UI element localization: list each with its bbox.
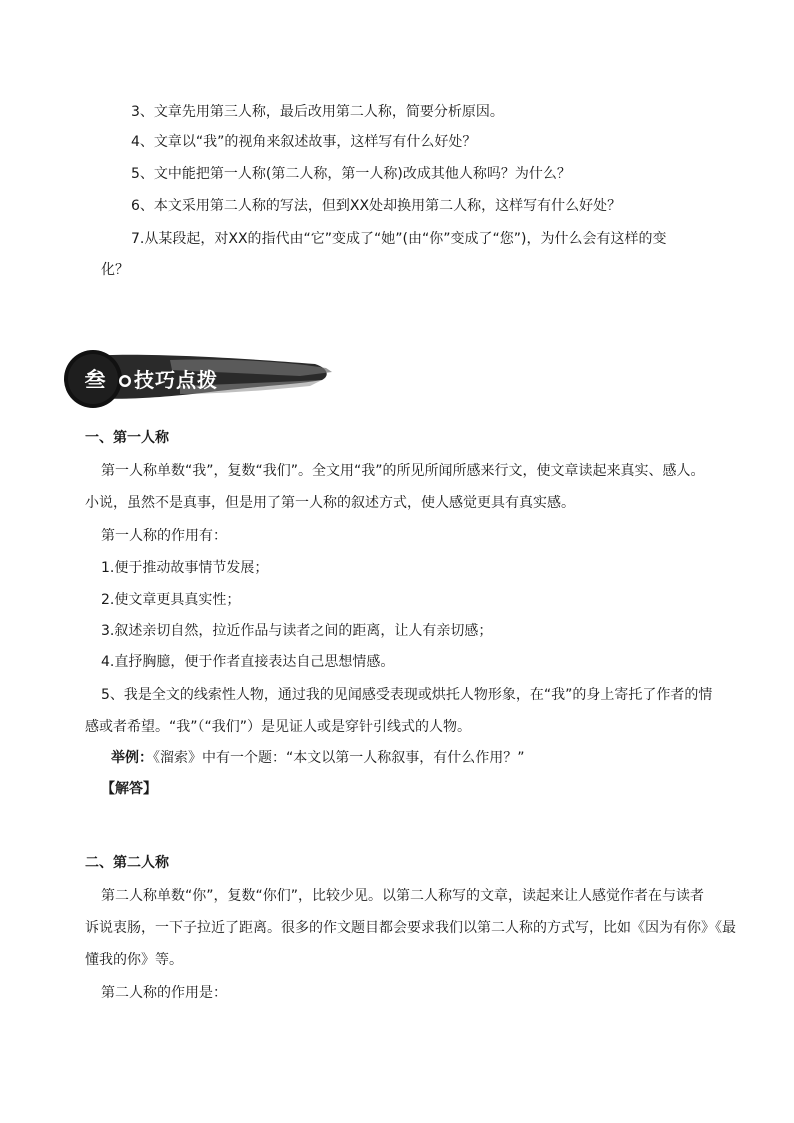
question-7-continued: 化？ — [101, 262, 129, 278]
section1-paragraph-line: 小说，虽然不是真事，但是用了第一人称的叙述方式，使人感觉更具有真实感。 — [85, 495, 575, 511]
section-title: 技巧点拨 — [134, 368, 218, 392]
section1-heading: 一、第一人称 — [85, 430, 169, 446]
section2-paragraph-line: 诉说衷肠，一下子拉近了距离。很多的作文题目都会要求我们以第二人称的方式写，比如《因为有你》《最 — [85, 920, 736, 936]
answer-label: 【解答】 — [101, 781, 157, 797]
example-text: 《溜索》中有一个题：“本文以第一人称叙事，有什么作用？” — [153, 750, 525, 766]
section1-effects-label: 第一人称的作用有： — [101, 528, 227, 544]
section2-paragraph-line: 第二人称单数“你”，复数“你们”，比较少见。以第二人称写的文章，读起来让人感觉作者在与读者 — [101, 888, 705, 904]
example-line — [111, 748, 525, 768]
effect-item: 2.使文章更具真实性； — [101, 592, 241, 608]
effect-item: 1.便于推动故事情节发展； — [101, 560, 269, 576]
effect-item-5: 5、我是全文的线索性人物，通过我的见闻感受表现或烘托人物形象，在“我”的身上寄托了作者的情 — [101, 687, 713, 703]
question-6: 6、本文采用第二人称的写法，但到XX处却换用第二人称，这样写有什么好处？ — [131, 198, 622, 214]
section2-paragraph-line: 懂我的你》等。 — [85, 952, 183, 968]
section2-effects-label: 第二人称的作用是： — [101, 985, 227, 1001]
example-label: 举例： — [111, 750, 153, 766]
effect-item: 4.直抒胸臆，便于作者直接表达自己思想情感。 — [101, 654, 395, 670]
question-5: 5、文中能把第一人称(第二人称，第一人称)改成其他人称吗？为什么？ — [131, 166, 571, 182]
section2-heading: 二、第二人称 — [85, 855, 169, 871]
question-4: 4、文章以“我”的视角来叙述故事，这样写有什么好处？ — [131, 134, 477, 150]
question-7: 7.从某段起，对XX的指代由“它”变成了“她”(由“你”变成了“您”)，为什么会有这样的变 — [131, 231, 667, 247]
effect-item: 3.叙述亲切自然，拉近作品与读者之间的距离，让人有亲切感； — [101, 623, 493, 639]
section1-paragraph-line: 第一人称单数“我”，复数“我们”。全文用“我”的所见所闻所感来行文，使文章读起来真实、感人。 — [101, 463, 705, 479]
effect-item-5-continued: 感或者希望。“我”（“我们”）是见证人或是穿针引线式的人物。 — [85, 719, 472, 735]
section-number: 叁 — [84, 368, 106, 392]
question-3: 3、文章先用第三人称，最后改用第二人称，简要分析原因。 — [131, 104, 504, 120]
